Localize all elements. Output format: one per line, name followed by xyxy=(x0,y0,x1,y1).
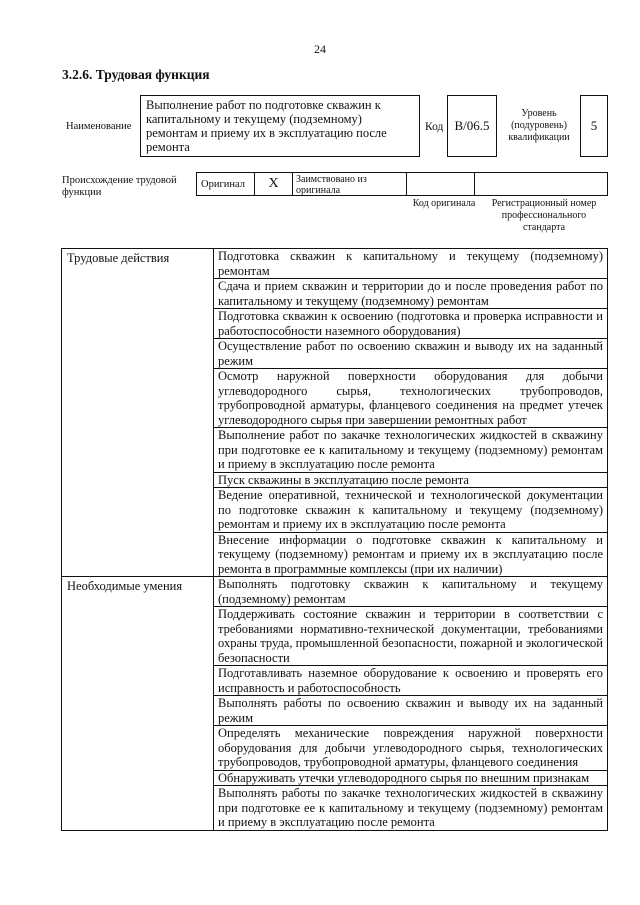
list-item: Осуществление работ по освоению скважин и выводу их на заданный режим xyxy=(214,339,607,369)
list-item: Выполнять работы по освоению скважин и выводу их на заданный режим xyxy=(214,696,607,726)
borrowed-label: Заимствовано из оригинала xyxy=(293,173,407,195)
list-item: Выполнять подготовку скважин к капитальному и текущему (подземному) ремонтам xyxy=(214,577,607,607)
code-label: Код xyxy=(425,121,444,133)
list-item: Обнаруживать утечки углеводородного сырья по внешним признакам xyxy=(214,771,607,787)
list-item: Подготавливать наземное оборудование к освоению и проверять его исправность и работоспособность xyxy=(214,666,607,696)
list-item: Выполнять работы по закачке технологических жидкостей в скважину при подготовке ее к капитальному и текущему (подземному) ремонтам и приему в эксплуатацию после ремонта xyxy=(218,786,603,829)
section-heading: Трудовые действия xyxy=(62,249,214,577)
list-item: Внесение информации о подготовке скважин к капитальному и текущему (подземному) ремонтам и приему их в эксплуатацию после ремонта в программные комплексы (при их наличии) xyxy=(218,532,603,576)
code-original-caption: Код оригинала xyxy=(412,198,476,209)
original-label: Оригинал xyxy=(197,173,255,195)
origin-row xyxy=(196,172,608,196)
list-item: Подготовка скважин к освоению (подготовка и проверка исправности и работоспособности наземного оборудования) xyxy=(214,309,607,339)
code-value: B/06.5 xyxy=(447,95,497,157)
function-table xyxy=(61,248,608,831)
list-item: Пуск скважины в эксплуатацию после ремонта xyxy=(214,473,607,489)
qualification-level-value: 5 xyxy=(580,95,608,157)
section-items xyxy=(214,249,608,577)
table-row-skills xyxy=(62,577,608,831)
reg-number-cell xyxy=(475,173,607,195)
section-title: 3.2.6. Трудовая функция xyxy=(62,67,210,82)
list-item: Поддерживать состояние скважин и территории в соответствии с требованиями нормативно-технической документации, требованиями охраны труда, промышленной безопасности, пожарной и экологической безопасности xyxy=(214,607,607,666)
list-item: Определять механические повреждения наружной поверхности оборудования для добычи углеводородного сырья, технологических трубопроводов, трубопроводной арматуры, фланцевого соединения xyxy=(214,726,607,771)
section-heading: Необходимые умения xyxy=(62,577,214,831)
list-item: Подготовка скважин к капитальному и текущему (подземному) ремонтам xyxy=(214,249,607,279)
list-item: Ведение оперативной, технической и технологической документации по подготовке скважин к капитальному и текущему (подземному) ремонтам и приему их в эксплуатацию после ремонта xyxy=(214,488,607,533)
reg-number-caption: Регистрационный номер профессионального стандарта xyxy=(491,198,597,233)
page-number: 24 xyxy=(314,42,326,56)
qualification-level-label: Уровень (подуровень) квалификации xyxy=(508,108,570,143)
origin-label: Происхождение трудовой функции xyxy=(62,175,177,198)
table-row-actions xyxy=(62,249,608,577)
list-item: Осмотр наружной поверхности оборудования для добычи углеводородного сырья, технологических трубопроводов, трубопроводной арматуры, фланцевого соединения на предмет утечек углеводородного сырья при завершении ремонтных работ xyxy=(214,369,607,428)
function-name-value: Выполнение работ по подготовке скважин к капитальному и текущему (подземному) ремонтам и приему их в эксплуатацию после ремонта xyxy=(140,95,420,157)
original-mark: X xyxy=(255,173,293,195)
list-item: Выполнение работ по закачке технологических жидкостей в скважину при подготовке ее к капитальному и текущему (подземному) ремонтам и приему в эксплуатацию после ремонта xyxy=(214,428,607,473)
section-items xyxy=(214,577,608,831)
original-code-cell xyxy=(407,173,475,195)
name-label: Наименование xyxy=(66,121,132,132)
list-item: Сдача и прием скважин и территории до и после проведения работ по капитальному и текущему (подземному) ремонтам xyxy=(214,279,607,309)
